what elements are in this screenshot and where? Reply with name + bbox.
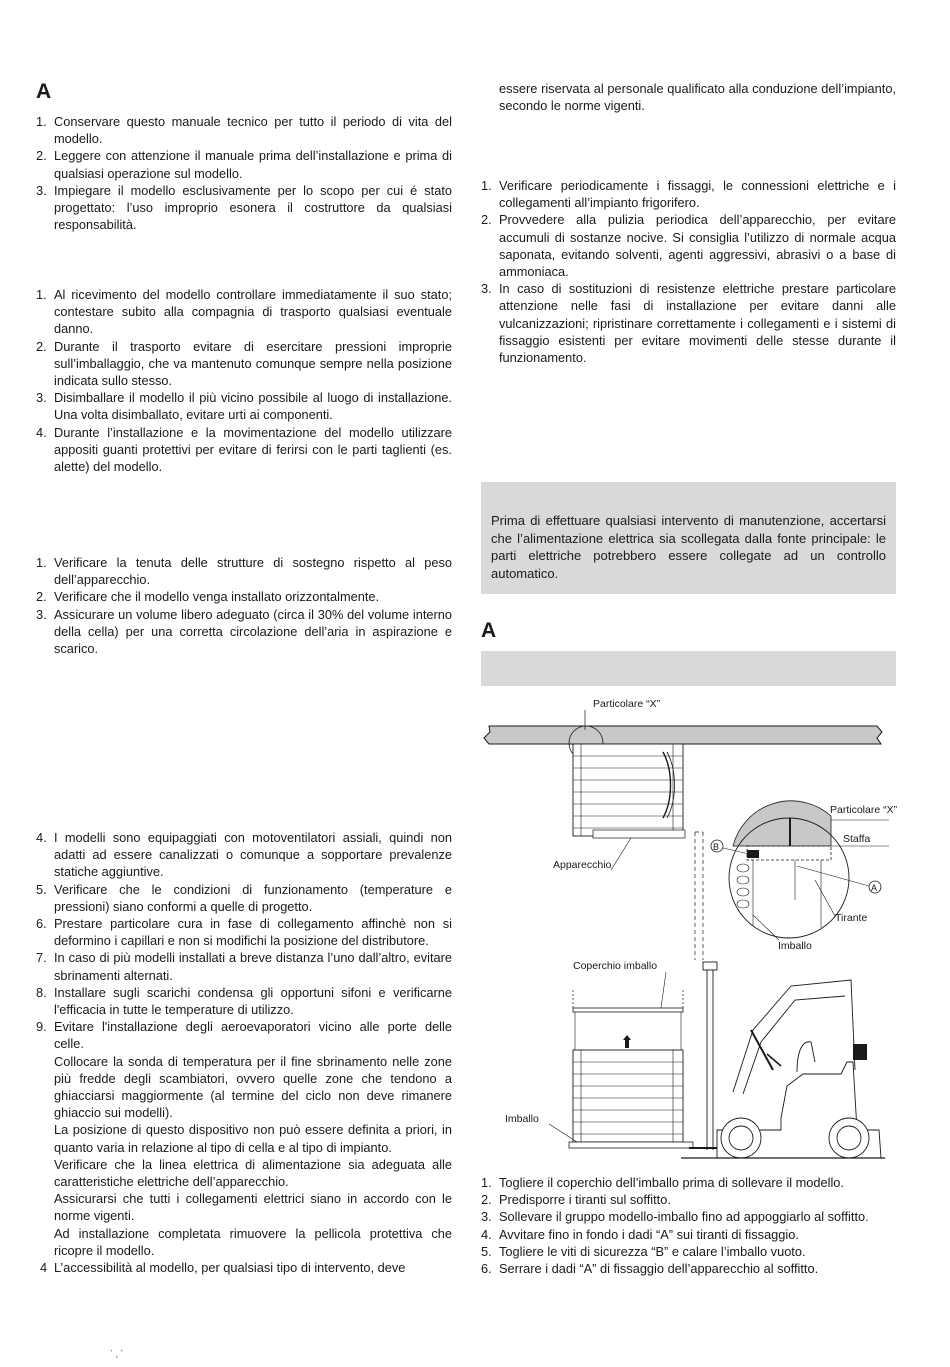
list-item	[36, 881, 452, 915]
item-number: 2.	[36, 148, 47, 164]
list-item	[481, 1174, 896, 1191]
list-item	[481, 1243, 896, 1260]
item-number: 4.	[481, 1226, 492, 1242]
section-letter: A	[481, 619, 497, 642]
item-text: In caso di più modelli installati a breve distanza l’uno dall’altro, evitare sbrinamenti alternati.	[54, 950, 452, 983]
marker-a: A	[871, 883, 878, 893]
forklift	[681, 962, 885, 1158]
item-number: 6.	[36, 916, 47, 932]
list-item	[36, 829, 452, 881]
list-installation	[36, 829, 452, 1276]
item-text: Avvitare fino in fondo i dadi “A” sui tiranti di fissaggio.	[499, 1226, 799, 1242]
item-text: Togliere il coperchio dell’imballo prima di sollevare il modello.	[499, 1175, 844, 1190]
item-text: Sollevare il gruppo modello-imballo fino ad appoggiarlo al soffitto.	[499, 1209, 869, 1225]
item-text: Verificare che il modello venga installato orizzontalmente.	[54, 589, 380, 605]
continuation-paragraph: essere riservata al personale qualificato alla conduzione dell’impianto, secondo le norme vigenti.	[499, 81, 896, 114]
item-text: Conservare questo manuale tecnico per tutto il periodo di vita del modello.	[54, 114, 452, 147]
marker-b: B	[713, 842, 720, 852]
sub-paragraph: Ad installazione completata rimuovere la pellicola protettiva che ricopre il modello.	[54, 1225, 452, 1258]
list-item	[481, 1191, 896, 1208]
item-text: Verificare che le condizioni di funzionamento (temperature e pressioni) siano conformi a quelle di progetto.	[54, 881, 452, 914]
list-positioning	[36, 554, 452, 657]
list-general	[36, 113, 452, 233]
item-number: 3.	[36, 182, 47, 198]
section-general	[36, 80, 452, 104]
item-text: Durante il trasporto evitare di esercitare pressioni improprie sull’imballaggio, che va mantenuto comunque sempre nella posizione indicata sullo stesso.	[54, 338, 452, 389]
detail-view	[729, 801, 849, 938]
list-item	[481, 1208, 896, 1225]
sub-paragraph: La posizione di questo dispositivo non può essere definita a priori, in quanto varia in relazione al tipo di cella e al tipo di impianto.	[54, 1122, 452, 1155]
section-banner	[481, 651, 896, 686]
list-item	[36, 554, 452, 588]
item-number: 3.	[481, 1209, 492, 1225]
sub-paragraph: Assicurarsi che tutti i collegamenti elettrici siano in accordo con le norme vigenti.	[54, 1191, 452, 1224]
list-item	[36, 588, 452, 605]
item-text: Evitare l'installazione degli aeroevaporatori vicino alle porte delle celle.	[54, 1019, 452, 1052]
list-mounting-steps	[481, 1174, 896, 1277]
list-item	[481, 1260, 896, 1277]
list-item	[36, 286, 452, 338]
label-tirante: Tirante	[835, 912, 868, 924]
installation-diagram	[481, 690, 901, 1160]
crated-unit	[569, 1050, 693, 1148]
item-text: In caso di sostituzioni di resistenze elettriche prestare particolare attenzione nelle fasi di installazione per evitare danni alle vulcanizzazioni; ripristinare correttamente i collegamenti e i sistemi di fissaggio esistenti per evitare movimenti delle stesse durante il funzionamento.	[499, 281, 896, 366]
item-number: 2.	[36, 338, 47, 354]
item-number: 4.	[36, 424, 47, 440]
item-number: 1.	[481, 178, 492, 193]
evaporator-unit	[573, 744, 685, 838]
list-item	[36, 389, 452, 423]
item-number: 1.	[481, 1175, 492, 1190]
label-staffa: Staffa	[843, 833, 871, 845]
continuation-text	[481, 80, 896, 114]
label-apparecchio: Apparecchio	[553, 859, 612, 871]
list-item	[36, 1018, 452, 1052]
item-text: I modelli sono equipaggiati con motoventilatori assiali, quindi non adatti ad essere canalizzati o comunque a sopportare prevalenze statiche aggiuntive.	[54, 830, 452, 880]
ceiling	[484, 726, 882, 744]
item-text: Disimballare il modello il più vicino possibile al luogo di installazione. Una volta disimballato, evitare urti ai componenti.	[54, 390, 452, 423]
item-text: Predisporre i tiranti sul soffitto.	[499, 1192, 671, 1208]
item-number: 6.	[481, 1261, 492, 1277]
item-number: 2.	[36, 589, 47, 605]
item-number: 1.	[36, 287, 47, 302]
list-item	[481, 211, 896, 280]
item-number: 2.	[481, 1192, 492, 1208]
list-item	[481, 177, 896, 211]
list-item	[36, 424, 452, 476]
item-number: 5.	[481, 1243, 492, 1259]
warning-text: Prima di effettuare qualsiasi intervento di manutenzione, accertarsi che l’alimentazione elettrica sia scollegata dalla fonte principale: le parti elettriche potrebbero essere collegate ad un controllo automatico.	[491, 513, 886, 581]
item-text: Serrare i dadi “A” di fissaggio dell’apparecchio al soffitto.	[499, 1261, 819, 1277]
item-text: Durante l’installazione e la movimentazione del modello utilizzare appositi guanti protettivi per evitare di ferirsi con le parti taglienti (es. alette) del modello.	[54, 424, 452, 475]
label-imballo: Imballo	[505, 1113, 539, 1125]
item-text: Prestare particolare cura in fase di collegamento affinchè non si deformino i capillari e non si modifichi la posizione del distributore.	[54, 916, 452, 949]
list-item	[36, 606, 452, 658]
list-transport	[36, 286, 452, 475]
item-number: 4.	[36, 830, 47, 845]
list-item	[36, 949, 452, 983]
item-text: Verificare la tenuta delle strutture di sostegno rispetto al peso dell’apparecchio.	[54, 555, 452, 588]
list-item	[36, 113, 452, 147]
warning-box	[481, 482, 896, 594]
list-item	[36, 338, 452, 390]
item-text: Leggere con attenzione il manuale prima dell’installazione e prima di qualsiasi operazione sul modello.	[54, 148, 452, 181]
item-number: 9.	[36, 1019, 47, 1035]
list-item	[36, 182, 452, 234]
list-maintenance	[481, 177, 896, 366]
label-particolare-x: Particolare “X”	[593, 698, 661, 710]
list-item	[36, 984, 452, 1018]
sub-paragraph: Collocare la sonda di temperatura per il fine sbrinamento nelle zone più fredde degli scambiatori, ovvero quelle zone che tendono a ghiacciarsi maggiormente (al termine del ciclo non deve rimanere ghiaccio sui modelli).	[54, 1053, 452, 1121]
label-coperchio: Coperchio imballo	[573, 960, 658, 972]
item-number: 1.	[36, 114, 47, 129]
list-item	[36, 1259, 452, 1276]
item-number: 7.	[36, 950, 47, 966]
item-text: Installare sugli scarichi condensa gli opportuni sifoni e verificarne l'efficacia in tutte le temperature di utilizzo.	[54, 984, 452, 1018]
item-number: 1.	[36, 555, 47, 570]
page-footer-mark: ` , ´	[110, 1349, 124, 1359]
list-item	[36, 915, 452, 949]
item-number: 4	[40, 1260, 48, 1276]
section-mounting	[481, 619, 896, 643]
item-number: 2.	[481, 212, 492, 228]
item-text: Impiegare il modello esclusivamente per lo scopo per cui é stato progettato: l’uso improprio esonera il costruttore da qualsiasi responsabilità.	[54, 182, 452, 233]
item-number: 3.	[36, 390, 47, 406]
list-item	[481, 1226, 896, 1243]
item-number: 5.	[36, 881, 47, 897]
item-text: L’accessibilità al modello, per qualsiasi tipo di intervento, deve	[54, 1260, 406, 1276]
item-number: 8.	[36, 984, 47, 1000]
item-text: Assicurare un volume libero adeguato (circa il 30% del volume interno della cella) per una corretta circolazione dell’aria in aspirazione e scarico.	[54, 606, 452, 657]
sub-paragraph: Verificare che la linea elettrica di alimentazione sia adeguata alle caratteristiche elettriche dell’apparecchio.	[54, 1156, 452, 1190]
item-number: 3.	[36, 606, 47, 622]
item-text: Provvedere alla pulizia periodica dell’apparecchio, per evitare accumuli di sostanze nocive. Si consiglia l’utilizzo di normale acqua saponata, evitando solventi, agenti aggressivi, abrasivi o a base di ammoniaca.	[499, 212, 896, 280]
label-particolare-x-detail: Particolare “X”	[830, 804, 898, 816]
list-item	[36, 147, 452, 181]
label-imballo-detail: Imballo	[778, 940, 812, 952]
item-text: Verificare periodicamente i fissaggi, le connessioni elettriche e i collegamenti all’impianto frigorifero.	[499, 178, 896, 211]
item-number: 3.	[481, 281, 492, 297]
item-text: Al ricevimento del modello controllare immediatamente il suo stato; contestare subito alla compagnia di trasporto qualsiasi eventuale danno.	[54, 287, 452, 337]
item-text: Togliere le viti di sicurezza “B” e calare l’imballo vuoto.	[499, 1243, 806, 1259]
section-letter: A	[36, 80, 52, 103]
list-item	[481, 280, 896, 366]
